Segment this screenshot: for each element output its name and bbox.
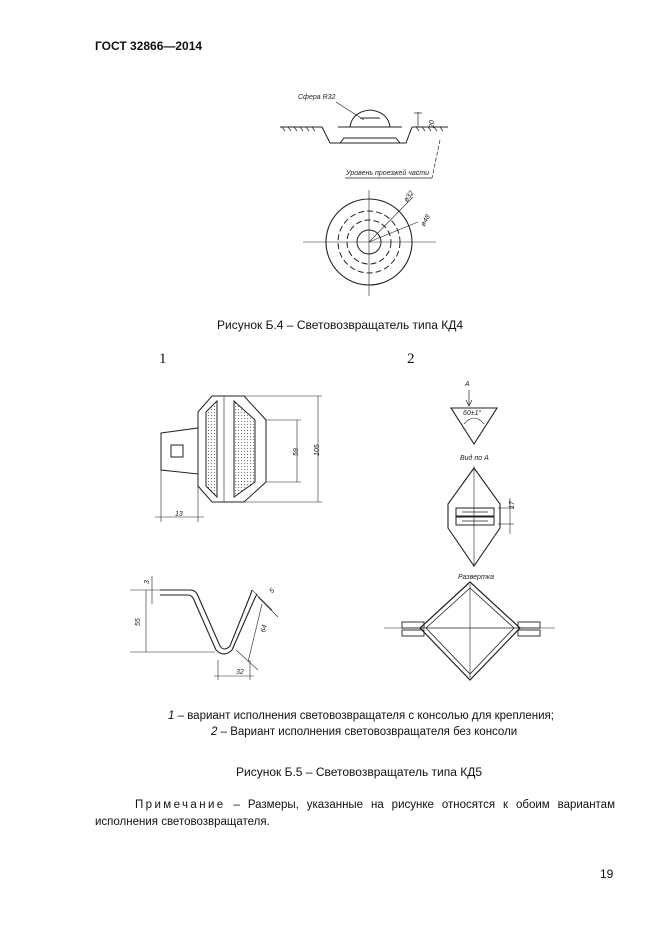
- kd5-variant1-plan: [155, 396, 322, 522]
- legend-item-2-number: 2: [211, 726, 218, 738]
- dia-32-label: ø32: [402, 189, 416, 204]
- note-label: Примечание: [135, 799, 226, 811]
- dim-13-label: 13: [175, 511, 183, 518]
- kd4-side-view: [280, 102, 448, 178]
- page-number: 19: [600, 867, 614, 881]
- kd5-variant2-drawings: [384, 390, 555, 680]
- view-a-label: Вид по А: [460, 455, 489, 462]
- legend-item-1-text: – вариант исполнения световозвращателя с консолью для крепления;: [174, 710, 554, 722]
- variant-2-label: 2: [407, 351, 415, 367]
- sphere-label: Сфера R32: [298, 94, 336, 101]
- dim-64-label: 64: [259, 624, 269, 634]
- legend-item-1-number: 1: [168, 710, 175, 722]
- legend-item-1: [168, 710, 554, 722]
- note-paragraph: [95, 797, 615, 831]
- dia-48-label: ø48: [419, 213, 432, 228]
- dim-5-label: 5: [268, 587, 277, 596]
- dim-105-label: 105: [314, 444, 321, 456]
- kd5-variant1-side: [130, 576, 278, 680]
- arrow-a-label: А: [465, 381, 470, 388]
- kd4-top-view: [303, 190, 436, 296]
- figure-b5-caption: Рисунок Б.5 – Световозвращатель типа КД5: [236, 765, 483, 779]
- figure-b4-caption: Рисунок Б.4 – Световозвращатель типа КД4: [217, 318, 464, 332]
- dim-17-label: 17: [509, 501, 516, 509]
- variant-1-label: 1: [159, 351, 167, 367]
- unfolded-label: Развертка: [458, 574, 494, 581]
- angle-label: 60±1°: [463, 410, 482, 417]
- standard-header: ГОСТ 32866—2014: [95, 39, 203, 53]
- dim-20-label: 20: [429, 120, 436, 128]
- dim-59-label: 59: [293, 448, 300, 456]
- dim-55-label: 55: [135, 618, 142, 626]
- dim-32-label: 32: [236, 669, 244, 676]
- dim-3-label: 3: [144, 580, 151, 584]
- legend-item-2-text: – Вариант исполнения световозвращателя без консоли: [217, 726, 518, 738]
- note-text: – Размеры, указанные на рисунке относятся к обоим вариантам исполнения световозвращателя.: [95, 799, 615, 828]
- roadway-level-label: Уровень проезжей части: [346, 170, 429, 177]
- legend-item-2: [211, 726, 517, 738]
